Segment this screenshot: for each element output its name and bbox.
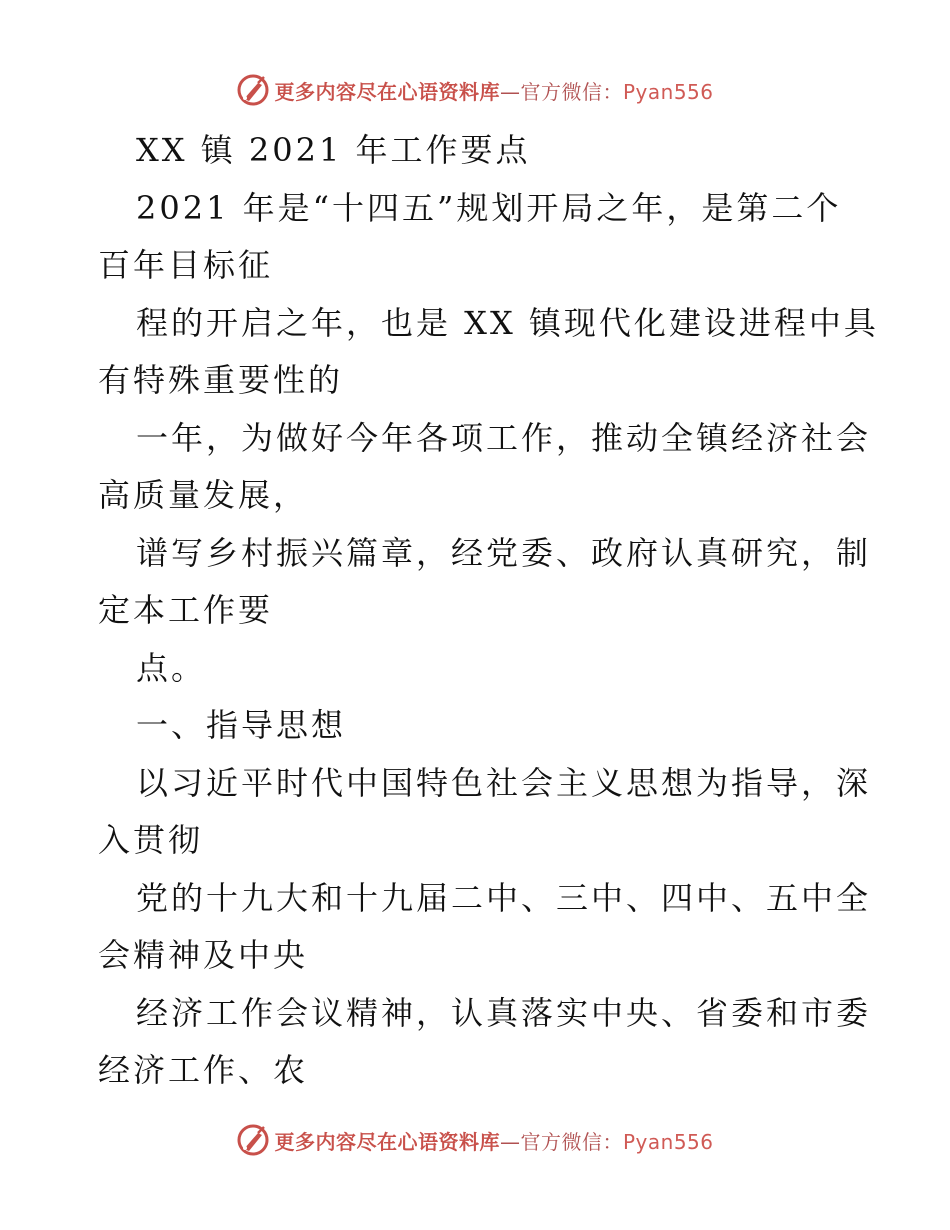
paragraph-line: 高质量发展， [98,476,309,514]
section-heading: 一、指导思想 [136,706,347,744]
paragraph-line: 点。 [136,648,207,687]
red-circle-pen-logo-icon [236,1123,270,1157]
banner-wechat-id: Pyan556 [622,79,714,104]
banner-text [274,1126,713,1155]
paragraph-line: 以习近平时代中国特色社会主义思想为指导，深 [136,763,872,802]
paragraph-line: 程的开启之年，也是 XX 镇现代化建设进程中具 [136,303,879,342]
header-banner [0,72,950,108]
banner-separator: — [499,1129,521,1154]
banner-wechat-id: Pyan556 [622,1129,714,1154]
paragraph-line: 党的十九大和十九届二中、三中、四中、五中全 [136,878,872,917]
banner-main-text: 更多内容尽在心语资料库 [274,79,500,104]
document-body [98,122,879,1100]
paragraph-line: 2021 年是“十四五”规划开局之年，是第二个 [136,188,842,227]
paragraph-line: 经济工作、农 [98,1051,309,1089]
paragraph-line: 谱写乡村振兴篇章，经党委、政府认真研究，制 [136,533,872,572]
paragraph-line: 有特殊重要性的 [98,361,344,399]
document-title: XX 镇 2021 年工作要点 [136,131,531,169]
paragraph-line: 百年目标征 [98,246,274,284]
banner-text [274,76,713,105]
banner-separator: — [499,79,521,104]
banner-official-label: 官方微信： [520,79,623,104]
paragraph-line: 会精神及中央 [98,936,309,974]
red-circle-pen-logo-icon [236,73,270,107]
paragraph-line: 经济工作会议精神，认真落实中央、省委和市委 [136,993,872,1032]
paragraph-line: 入贯彻 [98,821,204,859]
banner-main-text: 更多内容尽在心语资料库 [274,1129,500,1154]
paragraph-line: 定本工作要 [98,591,274,629]
footer-banner [0,1122,950,1158]
banner-official-label: 官方微信： [520,1129,623,1154]
paragraph-line: 一年，为做好今年各项工作，推动全镇经济社会 [136,418,872,457]
